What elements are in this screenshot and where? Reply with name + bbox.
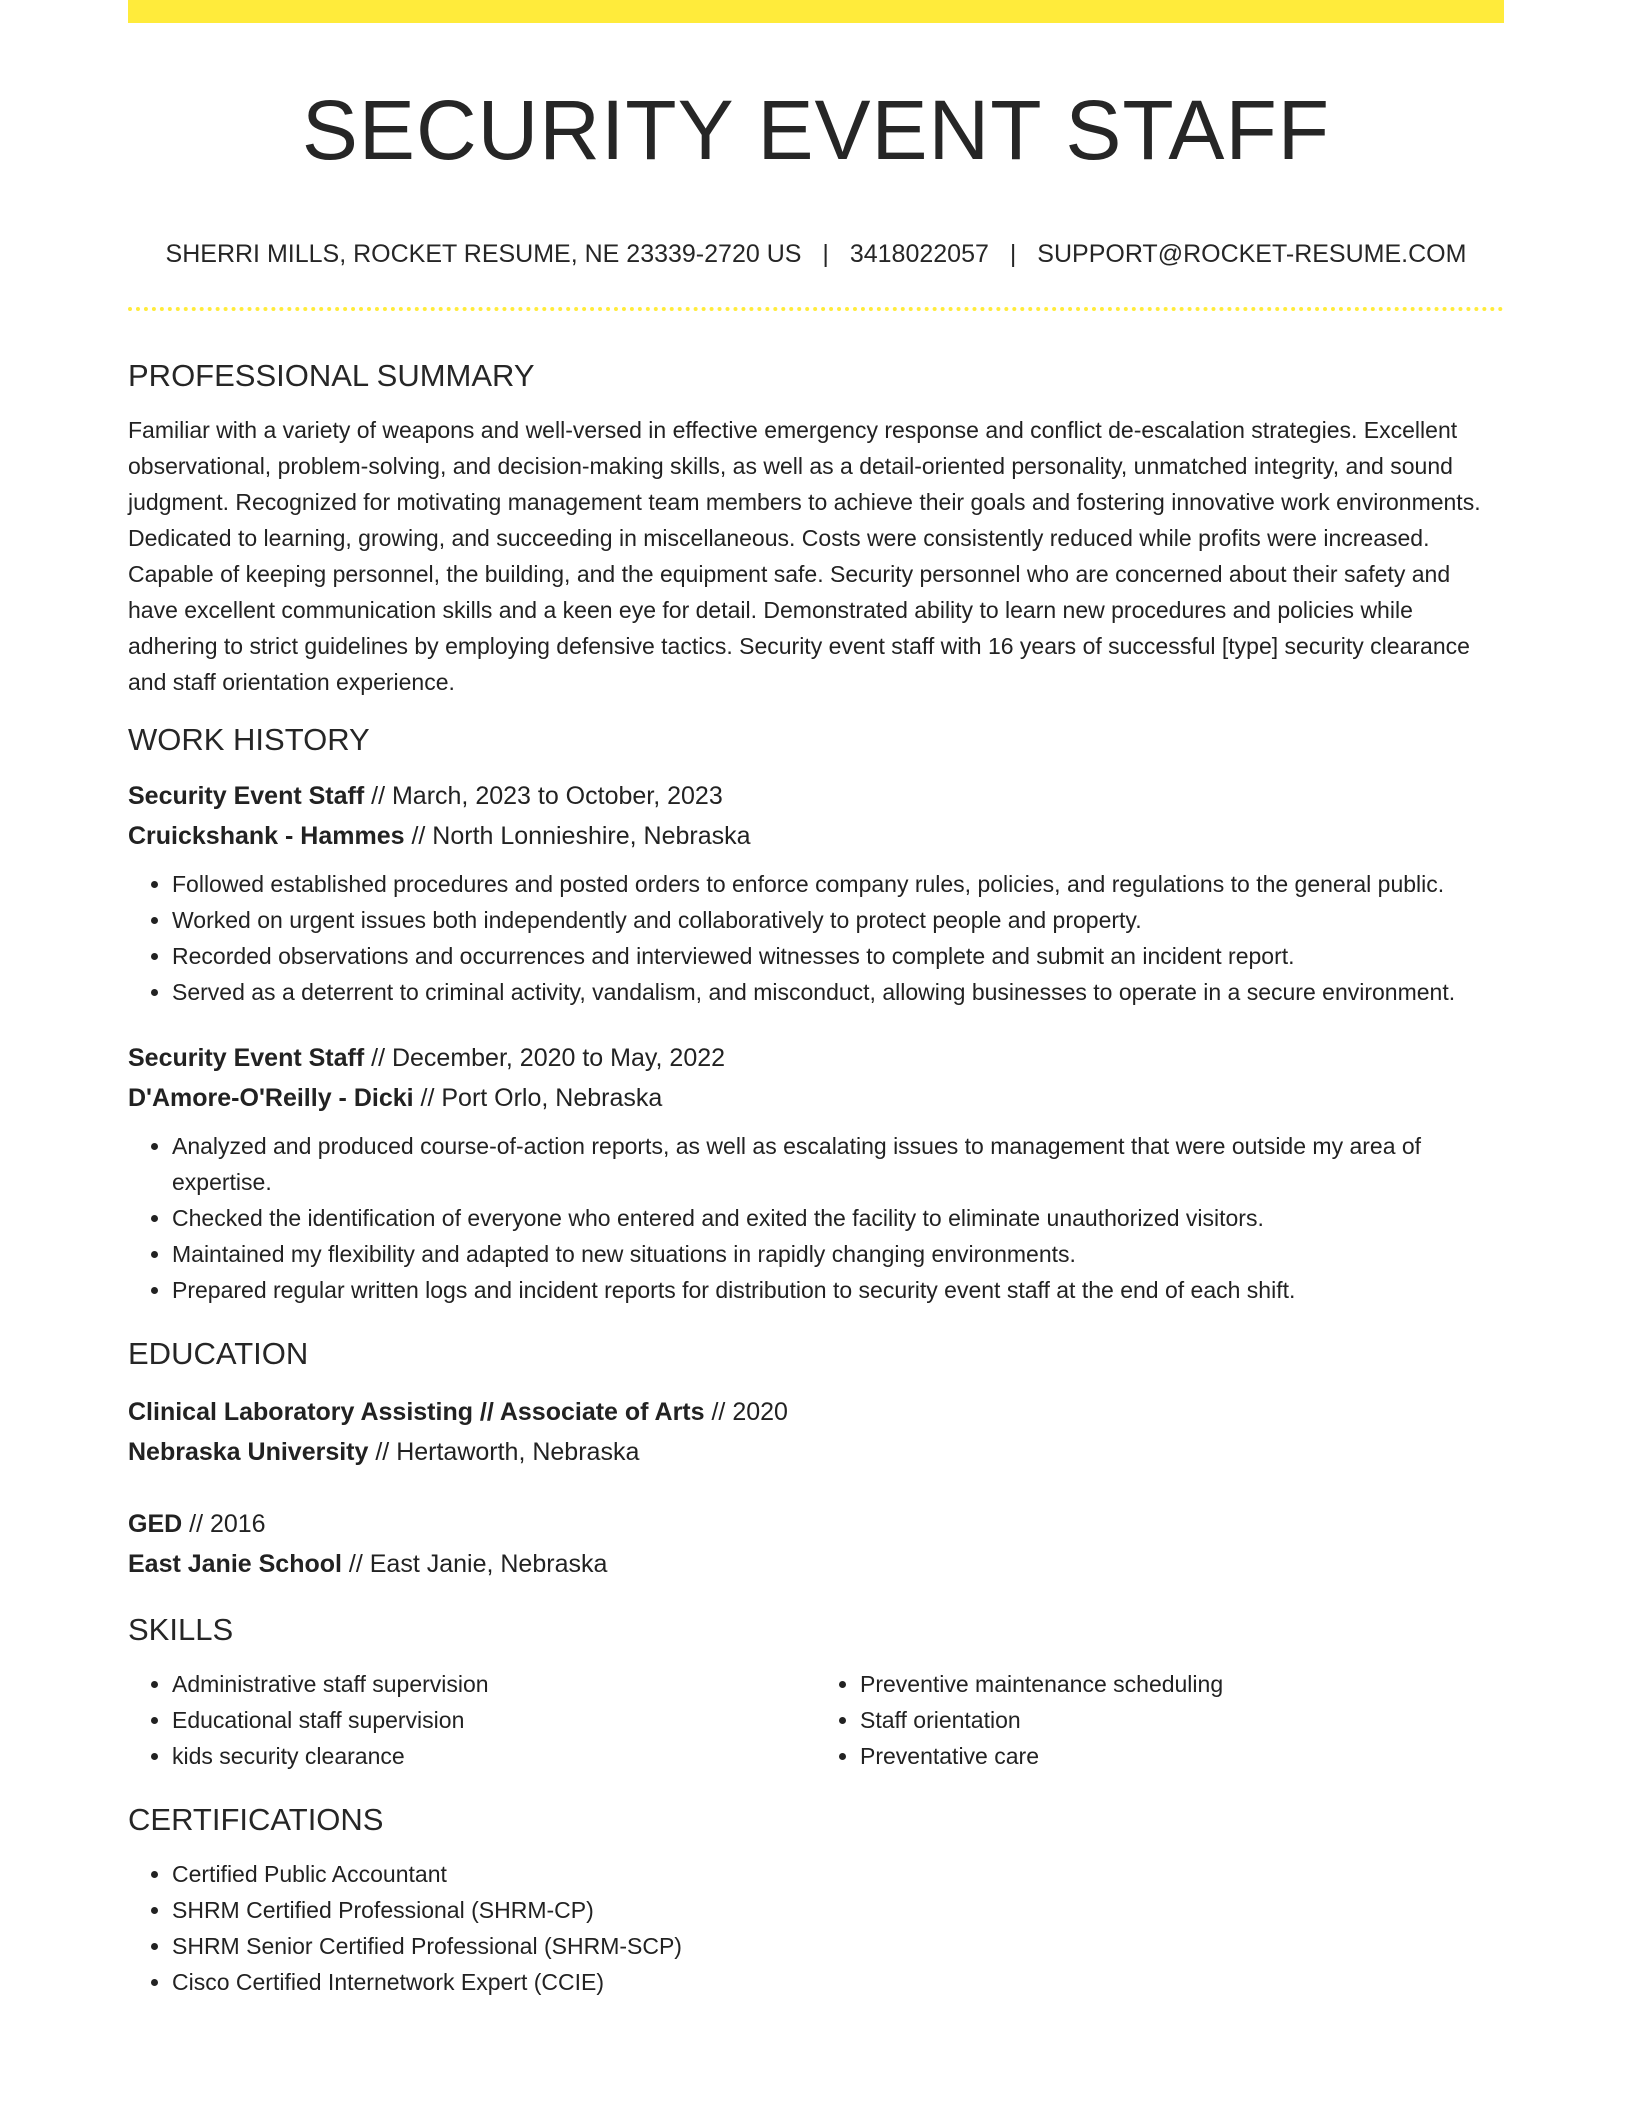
contact-line [128, 236, 1504, 272]
degree-line [128, 1392, 1504, 1432]
certifications-heading: CERTIFICATIONS [128, 1802, 384, 1837]
accent-bar [128, 0, 1504, 23]
certifications-list [128, 1856, 1504, 2000]
list-item: • Preventive maintenance scheduling [860, 1666, 1504, 1702]
contact-phone: 3418022057 [849, 240, 989, 268]
list-item: • kids security clearance [172, 1738, 816, 1774]
skills-section [128, 1608, 1504, 1774]
dotted-divider [128, 307, 1504, 311]
education-entry [128, 1392, 1504, 1472]
job-title-line [128, 776, 1504, 816]
contact-address: SHERRI MILLS, ROCKET RESUME, NE 23339-2720 US [165, 240, 802, 268]
education-heading: EDUCATION [128, 1336, 309, 1371]
list-item: • Educational staff supervision [172, 1702, 816, 1738]
job-location: // North Lonnieshire, Nebraska [404, 822, 751, 850]
list-item: • Maintained my flexibility and adapted to new situations in rapidly changing environments. [172, 1236, 1504, 1272]
list-item: • Worked on urgent issues both independently and collaboratively to protect people and property. [172, 902, 1504, 938]
list-item: • SHRM Senior Certified Professional (SHRM-SCP) [172, 1928, 1504, 1964]
job-title: Security Event Staff [128, 782, 365, 810]
job-entry [128, 1038, 1504, 1308]
contact-email: SUPPORT@ROCKET-RESUME.COM [1037, 240, 1467, 268]
list-item: • Recorded observations and occurrences and interviewed witnesses to complete and submit an incident report. [172, 938, 1504, 974]
job-bullets [128, 866, 1504, 1010]
school-location: // Hertaworth, Nebraska [368, 1438, 640, 1466]
skills-columns [128, 1666, 1504, 1774]
skills-right-list [816, 1666, 1504, 1774]
job-company: D'Amore-O'Reilly - Dicki [128, 1084, 414, 1112]
list-item: • Administrative staff supervision [172, 1666, 816, 1702]
certifications-list-wrap [128, 1856, 1504, 2000]
degree: Clinical Laboratory Assisting // Associate of Arts [128, 1398, 705, 1426]
degree: GED [128, 1510, 183, 1538]
resume-content [128, 354, 1504, 2000]
contact-separator: | [822, 240, 829, 268]
list-item: • Followed established procedures and posted orders to enforce company rules, policies, and regulations to the general public. [172, 866, 1504, 902]
list-item: • Preventative care [860, 1738, 1504, 1774]
skills-left-list [128, 1666, 816, 1774]
list-item: • Analyzed and produced course-of-action reports, as well as escalating issues to management that were outside my area of expertise. [172, 1128, 1504, 1200]
job-entry [128, 776, 1504, 1010]
school: Nebraska University [128, 1438, 369, 1466]
certifications-section [128, 1798, 1504, 2000]
school-line [128, 1432, 1504, 1472]
list-item: • Staff orientation [860, 1702, 1504, 1738]
list-item: • Prepared regular written logs and incident reports for distribution to security event staff at the end of each shift. [172, 1272, 1504, 1308]
job-company-line [128, 816, 1504, 856]
summary-heading: PROFESSIONAL SUMMARY [128, 358, 535, 393]
school-line [128, 1544, 1504, 1584]
skills-heading: SKILLS [128, 1612, 234, 1647]
job-dates: // December, 2020 to May, 2022 [364, 1044, 726, 1072]
contact-separator: | [1009, 240, 1017, 268]
summary-text: Familiar with a variety of weapons and well-versed in effective emergency response and conflict de-escalation strategies. Excellent observational, problem-solving, and decision-making skills, as well as a detail-oriented personality, unmatched integrity, and sound judgment. Recognized for motivating management team members to achieve their goals and fostering innovative work environments. Dedicated to learning, growing, and succeeding in miscellaneous. Costs were consistently reduced while profits were increased. Capable of keeping personnel, the building, and the equipment safe. Security personnel who are concerned about their safety and have excellent communication skills and a keen eye for detail. Demonstrated ability to learn new procedures and policies while adhering to strict guidelines by employing defensive tactics. Security event staff with 16 years of successful [type] security clearance and staff orientation experience. [128, 417, 1481, 695]
job-location: // Port Orlo, Nebraska [413, 1084, 663, 1112]
job-bullets [128, 1128, 1504, 1308]
list-item: • Cisco Certified Internetwork Expert (CCIE) [172, 1964, 1504, 2000]
education-section [128, 1332, 1504, 1584]
job-title-line [128, 1038, 1504, 1078]
degree-line [128, 1504, 1504, 1544]
school: East Janie School [128, 1550, 342, 1578]
job-company-line [128, 1078, 1504, 1118]
education-entry [128, 1504, 1504, 1584]
list-item: • Certified Public Accountant [172, 1856, 1504, 1892]
job-dates: // March, 2023 to October, 2023 [364, 782, 723, 810]
list-item: • SHRM Certified Professional (SHRM-CP) [172, 1892, 1504, 1928]
list-item: • Checked the identification of everyone who entered and exited the facility to eliminate unauthorized visitors. [172, 1200, 1504, 1236]
list-item: • Served as a deterrent to criminal activity, vandalism, and misconduct, allowing businesses to operate in a secure environment. [172, 974, 1504, 1010]
work-history-heading: WORK HISTORY [128, 722, 370, 757]
resume-title: SECURITY EVENT STAFF [301, 83, 1331, 177]
job-title: Security Event Staff [128, 1044, 365, 1072]
degree-year: // 2020 [704, 1398, 788, 1426]
job-company: Cruickshank - Hammes [128, 822, 405, 850]
degree-year: // 2016 [182, 1510, 266, 1538]
school-location: // East Janie, Nebraska [341, 1550, 608, 1578]
